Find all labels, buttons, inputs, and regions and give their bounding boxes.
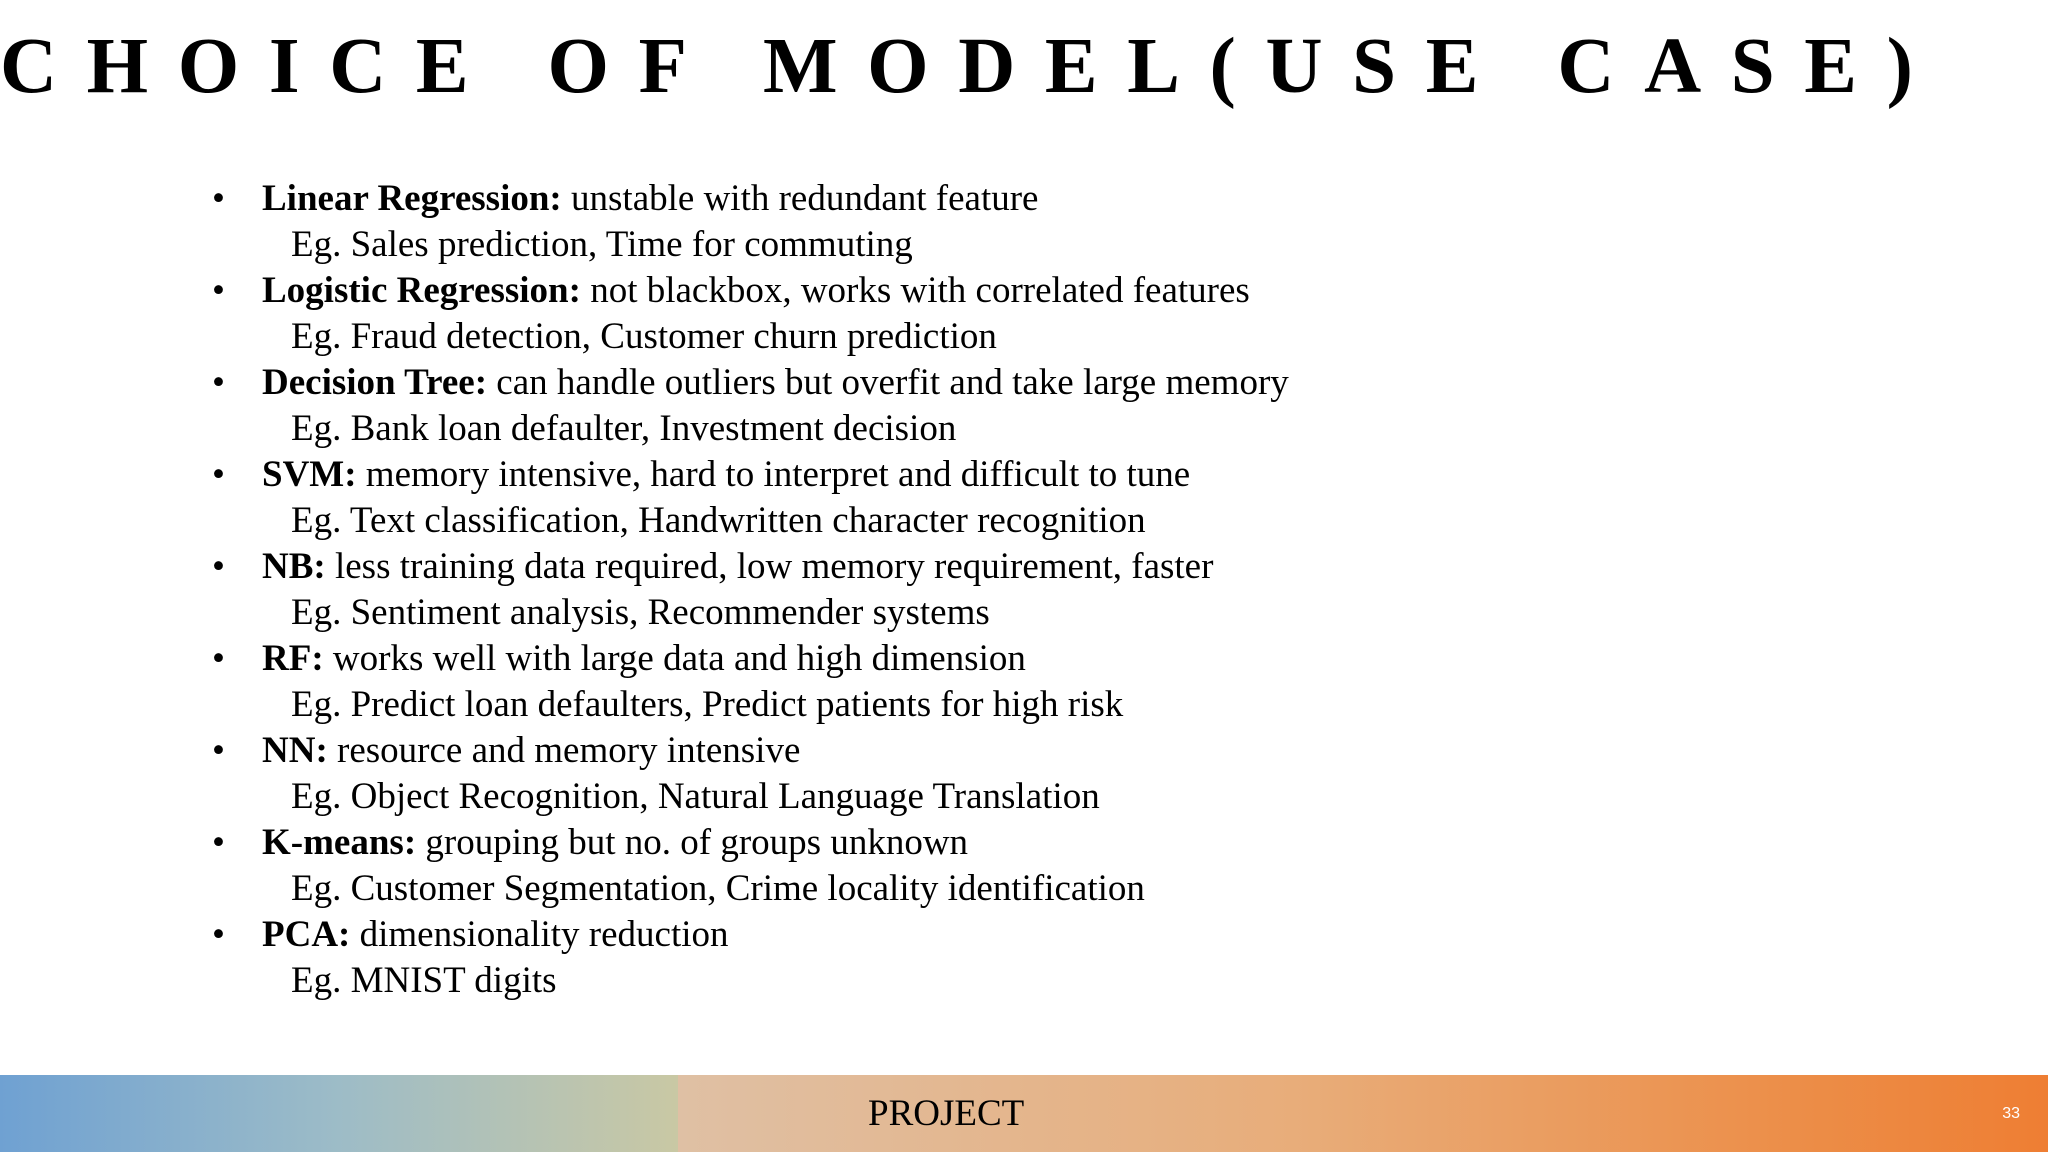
bullet-icon: • bbox=[212, 178, 225, 219]
bullet-icon: • bbox=[212, 270, 225, 311]
model-description: less training data required, low memory requirement, faster bbox=[325, 546, 1214, 587]
use-case-example: Eg. Predict loan defaulters, Predict patients for high risk bbox=[291, 684, 1124, 725]
bullet-icon: • bbox=[212, 638, 225, 679]
model-description: resource and memory intensive bbox=[327, 730, 801, 771]
use-case-example: Eg. Fraud detection, Customer churn prediction bbox=[291, 316, 997, 357]
bullet-line bbox=[212, 820, 1712, 866]
list-item bbox=[212, 268, 1712, 360]
use-case-example: Eg. Sentiment analysis, Recommender systems bbox=[291, 592, 990, 633]
use-case-example: Eg. Text classification, Handwritten character recognition bbox=[291, 500, 1146, 541]
model-name: PCA: bbox=[262, 914, 351, 955]
model-name: Logistic Regression: bbox=[262, 270, 581, 311]
model-name: Decision Tree: bbox=[262, 362, 488, 403]
model-description: unstable with redundant feature bbox=[561, 178, 1039, 219]
list-item bbox=[212, 544, 1712, 636]
model-name: K-means: bbox=[262, 822, 417, 863]
list-item bbox=[212, 728, 1712, 820]
bullet-line bbox=[212, 268, 1712, 314]
use-case-example: Eg. Sales prediction, Time for commuting bbox=[291, 224, 913, 265]
list-item bbox=[212, 820, 1712, 912]
use-case-example: Eg. Object Recognition, Natural Language Translation bbox=[291, 776, 1100, 817]
bullet-icon: • bbox=[212, 914, 225, 955]
bullet-line bbox=[212, 544, 1712, 590]
use-case-example: Eg. Bank loan defaulter, Investment decision bbox=[291, 408, 957, 449]
model-name: NB: bbox=[262, 546, 326, 587]
model-description: not blackbox, works with correlated features bbox=[580, 270, 1250, 311]
model-description: memory intensive, hard to interpret and difficult to tune bbox=[356, 454, 1191, 495]
model-name: Linear Regression: bbox=[262, 178, 562, 219]
list-item bbox=[212, 360, 1712, 452]
bullet-line bbox=[212, 912, 1712, 958]
slide-title: CHOICE OF MODEL(USE CASE) bbox=[0, 23, 1943, 110]
bullet-icon: • bbox=[212, 730, 225, 771]
model-name: SVM: bbox=[262, 454, 357, 495]
bullet-line bbox=[212, 728, 1712, 774]
list-item bbox=[212, 636, 1712, 728]
footer-label: PROJECT bbox=[868, 1093, 1025, 1134]
bullet-line bbox=[212, 360, 1712, 406]
footer-band bbox=[0, 1075, 2048, 1152]
model-description: dimensionality reduction bbox=[350, 914, 729, 955]
list-item bbox=[212, 452, 1712, 544]
bullet-icon: • bbox=[212, 454, 225, 495]
bullet-line bbox=[212, 636, 1712, 682]
footer-gradient-left bbox=[0, 1075, 678, 1152]
model-name: NN: bbox=[262, 730, 328, 771]
page-number: 33 bbox=[2002, 1105, 2020, 1122]
list-item bbox=[212, 912, 1712, 1004]
bullet-list bbox=[212, 176, 1712, 1004]
bullet-line bbox=[212, 452, 1712, 498]
model-description: works well with large data and high dimension bbox=[323, 638, 1026, 679]
bullet-icon: • bbox=[212, 362, 225, 403]
model-description: can handle outliers but overfit and take large memory bbox=[487, 362, 1289, 403]
use-case-example: Eg. Customer Segmentation, Crime locality identification bbox=[291, 868, 1145, 909]
model-name: RF: bbox=[262, 638, 324, 679]
bullet-line bbox=[212, 176, 1712, 222]
use-case-example: Eg. MNIST digits bbox=[291, 960, 557, 1001]
model-description: grouping but no. of groups unknown bbox=[416, 822, 969, 863]
bullet-icon: • bbox=[212, 822, 225, 863]
list-item bbox=[212, 176, 1712, 268]
bullet-icon: • bbox=[212, 546, 225, 587]
